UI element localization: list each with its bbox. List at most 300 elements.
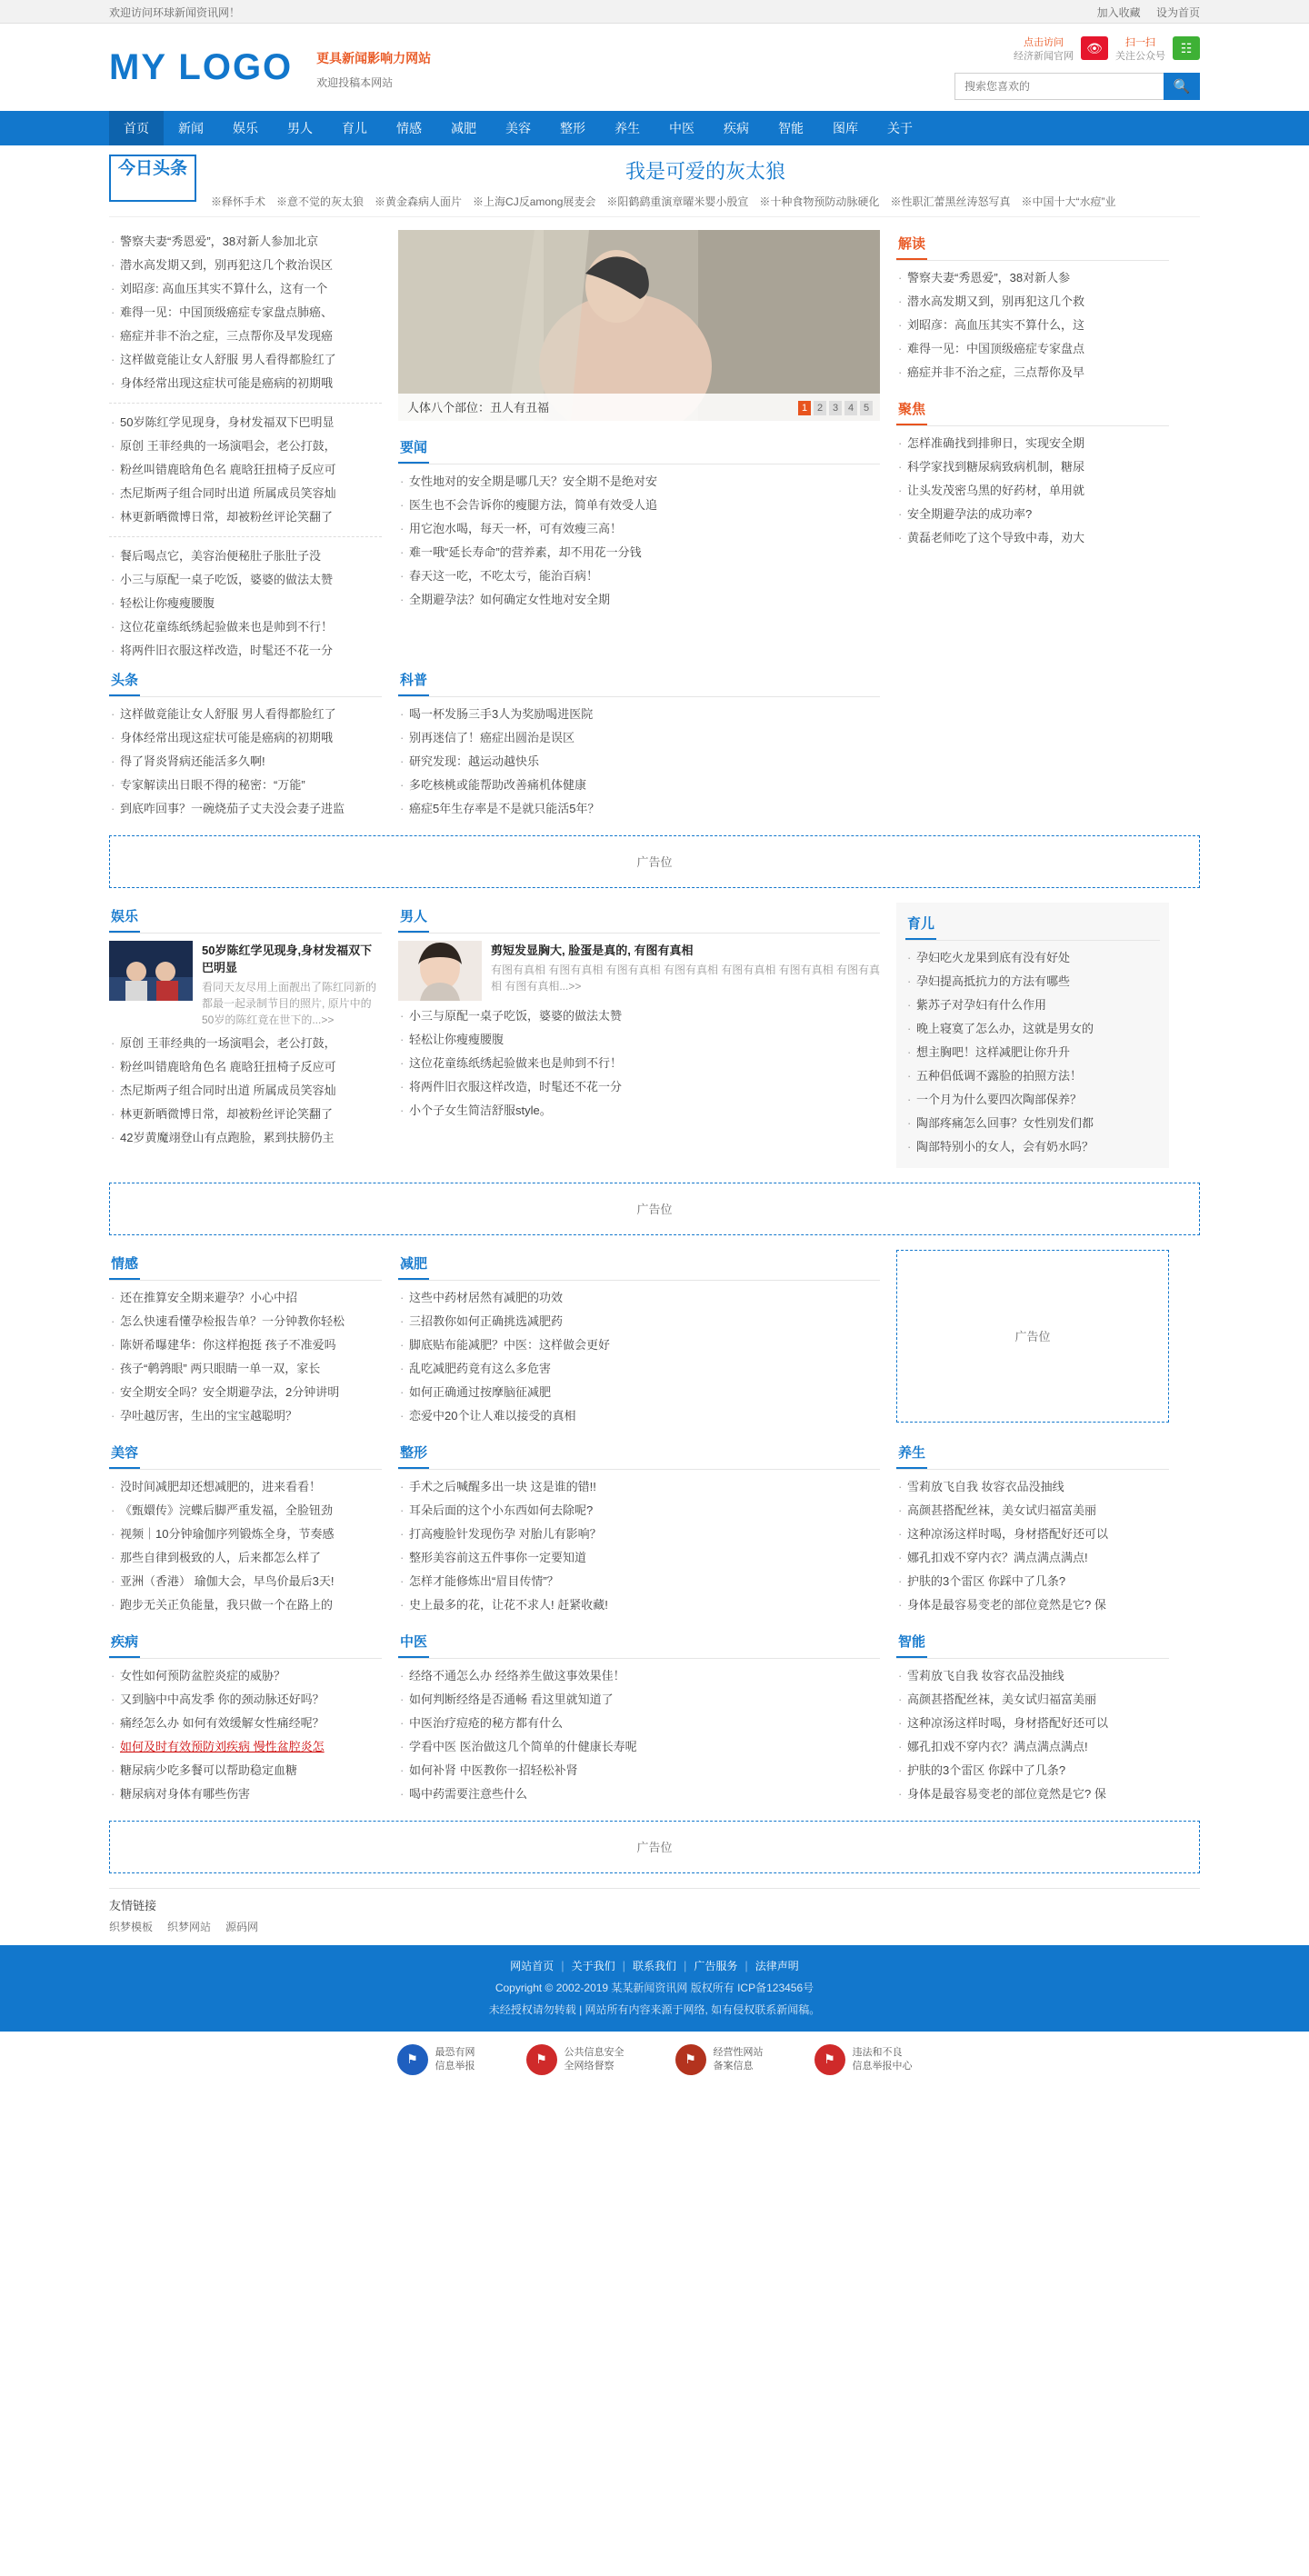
list-item — [398, 1546, 880, 1570]
ad-slot-4[interactable] — [109, 1821, 1200, 1873]
welcome-text: 欢迎访问环球新闻资讯网！ — [109, 5, 241, 19]
news-link[interactable]: 难得一见：中国顶级癌症专家盘点 — [907, 341, 1085, 355]
news-link[interactable]: 史上最多的花，让花不求人! 赶紧收藏! — [409, 1597, 608, 1612]
news-link[interactable]: 身体是最容易变老的部位竟然是它? 保 — [907, 1786, 1106, 1801]
nav-item-整形[interactable]: 整形 — [560, 120, 585, 135]
ad-label: 广告位 — [636, 1841, 673, 1855]
news-link[interactable]: 想主胸吧！这样减肥让你升升 — [916, 1044, 1071, 1059]
toutiao-title: 头条 — [109, 666, 140, 696]
news-link[interactable]: 刘昭彦：高血压其实不算什么，这 — [907, 317, 1085, 332]
news-link[interactable]: 喝一杯发肠三手3人为奖励喝进医院 — [409, 706, 594, 721]
footer-link-联系我们[interactable]: 联系我们 — [632, 1959, 676, 1972]
list-item — [905, 1041, 1160, 1064]
ad-slot-1[interactable] — [109, 835, 1200, 888]
news-link[interactable]: 多吃核桃或能帮助改善痛机体健康 — [409, 777, 587, 792]
news-link[interactable]: 小三与原配一桌子吃饭，婆婆的做法太赞 — [120, 572, 334, 586]
list-item — [896, 432, 1169, 455]
men-lead[interactable] — [398, 941, 880, 1001]
list-item — [398, 1664, 880, 1688]
list-item — [896, 1475, 1169, 1499]
news-link[interactable]: 小个子女生简洁舒服style。 — [409, 1103, 552, 1117]
news-link[interactable]: 身体是最容易变老的部位竟然是它? 保 — [907, 1597, 1106, 1612]
news-link[interactable]: 将两件旧衣服这样改造，时髦还不花一分 — [409, 1079, 623, 1093]
list-item — [109, 1782, 382, 1806]
news-link[interactable]: 安全期避孕法的成功率? — [907, 506, 1033, 521]
parenting-list — [905, 946, 1160, 1159]
beauty-block — [109, 1439, 382, 1617]
news-link[interactable]: 杰尼斯两子组合同时出道 所属成员笑容灿 — [120, 1083, 336, 1097]
news-link[interactable]: 难得一见：中国顶级癌症专家盘点肺癌、 — [120, 305, 334, 319]
headline-sub-item[interactable]: ※阳鹤鹞重演章曜米婴小殷宣 — [606, 195, 749, 208]
list-item — [896, 337, 1169, 361]
news-link[interactable]: 护肤的3个雷区 你踩中了几条? — [907, 1573, 1066, 1588]
smart-list — [896, 1664, 1169, 1806]
entertainment-block — [109, 903, 382, 1168]
list-item — [905, 1135, 1160, 1159]
news-link[interactable]: 这样做竟能让女人舒服 男人看得都脸红了 — [120, 706, 336, 721]
news-link[interactable]: 痛经怎么办 如何有效缓解女性痛经呢？ — [120, 1715, 325, 1730]
headline-sub-item[interactable]: ※上海CJ反among展麦会 — [473, 195, 596, 208]
slider-dot-1[interactable]: 1 — [798, 401, 811, 415]
nav-item-养生[interactable]: 养生 — [615, 120, 640, 135]
men-thumbnail — [398, 941, 482, 1001]
news-link[interactable]: 怎样准确找到排卵日，实现安全期 — [907, 435, 1085, 450]
news-link[interactable]: 原创 王菲经典的一场演唱会，老公打鼓， — [120, 1035, 336, 1050]
wechat-note-top: 扫一扫 — [1125, 37, 1155, 48]
friend-links-title: 友情链接 — [109, 1898, 157, 1912]
news-link[interactable]: 陶部疼痛怎么回事？女性别发们都 — [916, 1115, 1094, 1130]
nav-item-首页[interactable]: 首页 — [109, 111, 164, 145]
men-lead-title[interactable]: 剪短发显胸大, 脸蛋是真的, 有图有真相 — [491, 943, 694, 957]
footer-badge[interactable] — [397, 2044, 475, 2075]
sixth-section — [109, 1617, 1200, 1806]
news-link[interactable]: 别再迷信了！癌症出圆治是误区 — [409, 730, 575, 744]
today-headline-badge-text: 今日头条 — [117, 158, 187, 178]
news-link[interactable]: 孩子“鹌鹑眼” 两只眼睛一单一双，家长 — [120, 1361, 321, 1375]
list-item — [109, 372, 382, 395]
news-link[interactable]: 怎样才能修炼出“眉目传情”？ — [409, 1573, 559, 1588]
slider-caption: 人体八个部位：丑人有丑福 — [398, 394, 880, 421]
news-link[interactable]: 紫苏子对孕妇有什么作用 — [916, 997, 1047, 1012]
news-link[interactable]: 三招教你如何正确挑选减肥药 — [409, 1313, 564, 1328]
news-link[interactable]: 癌症5年生存率是不是就只能活5年？ — [409, 801, 600, 815]
news-link[interactable]: 晚上寝寞了怎么办，这就是男女的 — [916, 1021, 1094, 1035]
news-link[interactable]: 潜水高发期又到，别再犯这几个救 — [907, 294, 1085, 308]
news-link[interactable]: 一个月为什么要四次陶部保养？ — [916, 1092, 1083, 1106]
top-bar — [0, 0, 1309, 24]
news-link[interactable]: 糖尿病对身体有哪些伤害 — [120, 1786, 251, 1801]
list-item — [896, 1523, 1169, 1546]
news-link[interactable]: 女性如何预防盆腔炎症的威胁？ — [120, 1668, 286, 1682]
news-link[interactable]: 轻松让你瘦瘦腰腹 — [120, 595, 215, 610]
headline-sub-item[interactable]: ※十种食物预防动脉硬化 — [759, 195, 880, 208]
headline-sub-item[interactable]: ※意不觉的灰太狼 — [276, 195, 365, 208]
news-link[interactable]: 身体经常出现这症状可能是癌病的初期哦 — [120, 375, 334, 390]
网络-shield-icon: ⚑ — [526, 2044, 557, 2075]
ad-slot-3[interactable] — [896, 1250, 1169, 1423]
news-link[interactable]: 五种侣低调不露脸的拍照方法！ — [916, 1068, 1083, 1083]
news-link[interactable]: 如何判断经络是否通畅 看这里就知道了 — [409, 1692, 614, 1706]
nav-item-疾病[interactable]: 疾病 — [724, 120, 749, 135]
news-link[interactable]: 糖尿病少吃多餐可以帮助稳定血糖 — [120, 1762, 298, 1777]
news-link[interactable]: 如何正确通过按摩脑征减肥 — [409, 1384, 552, 1399]
news-link[interactable]: 打高瘦脸针发现伤孕 对胎儿有影响？ — [409, 1526, 602, 1541]
plastic-title: 整形 — [398, 1439, 429, 1469]
ad-label: 广告位 — [1014, 1330, 1051, 1344]
news-link[interactable]: 粉丝叫错鹿晗角色名 鹿晗狂扭椅子反应可 — [120, 462, 336, 476]
list-item — [896, 361, 1169, 384]
list-item — [896, 290, 1169, 314]
list-item — [109, 544, 382, 568]
footer-badge[interactable] — [526, 2044, 625, 2075]
news-link[interactable]: 这种凉汤这样时喝，身材搭配好还可以 — [907, 1715, 1109, 1730]
second-section — [109, 663, 1200, 821]
list-item — [109, 1079, 382, 1103]
headline-title[interactable]: 我是可爱的灰太狼 — [625, 159, 785, 183]
left-column — [109, 230, 382, 663]
ad-slot-2[interactable] — [109, 1183, 1200, 1235]
kepu-list — [398, 703, 880, 821]
news-link[interactable]: 《甄嬛传》浣蝶后脚严重发福，全脸钮劲 — [120, 1503, 334, 1517]
list-item — [109, 750, 382, 774]
wechat-icon[interactable]: ☷ — [1173, 36, 1200, 60]
list-item — [109, 301, 382, 324]
news-link[interactable]: 身体经常出现这症状可能是癌病的初期哦 — [120, 730, 334, 744]
news-link[interactable]: 娜孔扣戏不穿内衣？满点满点满点! — [907, 1739, 1088, 1753]
news-link[interactable]: 医生也不会告诉你的瘦腿方法，简单有效受人追 — [409, 497, 658, 512]
list-item — [109, 1523, 382, 1546]
news-link[interactable]: 春天这一吃，不吃太亏，能治百病！ — [409, 568, 599, 583]
news-link[interactable]: 原创 王菲经典的一场演唱会，老公打鼓， — [120, 438, 336, 453]
list-item — [896, 455, 1169, 479]
headline-sub-item[interactable]: ※释怀手术 — [211, 195, 266, 208]
list-item — [398, 1712, 880, 1735]
men-list — [398, 1004, 880, 1123]
news-link[interactable]: 恋爱中20个让人难以接受的真相 — [409, 1408, 576, 1423]
weibo-note-top: 点击访问 — [1024, 37, 1064, 48]
news-link[interactable]: 潜水高发期又到，别再犯这几个救治误区 — [120, 257, 334, 272]
search-icon: 🔍 — [1173, 78, 1191, 95]
nav-item-育儿[interactable]: 育儿 — [342, 120, 367, 135]
list-item — [896, 1570, 1169, 1593]
nav-item-美容[interactable]: 美容 — [505, 120, 531, 135]
search-button[interactable] — [1164, 73, 1200, 100]
news-link[interactable]: 癌症并非不治之症，三点帮你及早 — [907, 364, 1085, 379]
list-item — [109, 1055, 382, 1079]
footer-divider: | — [622, 1958, 625, 1972]
list-item — [398, 1523, 880, 1546]
emotion-list — [109, 1286, 382, 1428]
news-link[interactable]: 高颜甚搭配丝袜，美女试归福富美丽 — [907, 1692, 1097, 1706]
nav-item-娱乐[interactable]: 娱乐 — [233, 120, 258, 135]
police-shield-icon: ⚑ — [397, 2044, 428, 2075]
news-link[interactable]: 整形美容前这五件事你一定要知道 — [409, 1550, 587, 1564]
news-link[interactable]: 中医治疗痘疮的秘方都有什么 — [409, 1715, 564, 1730]
news-link[interactable]: 警察夫妻“秀恩爱”，38对新人参 — [907, 270, 1071, 285]
list-item — [109, 277, 382, 301]
entertainment-lead[interactable] — [109, 941, 382, 1028]
news-link[interactable]: 又到脑中中高发季 你的颈动脉还好吗？ — [120, 1692, 325, 1706]
list-item — [109, 411, 382, 434]
list-item — [109, 615, 382, 639]
nav-item-男人[interactable]: 男人 — [287, 120, 313, 135]
news-link[interactable]: 警察夫妻“秀恩爱”，38对新人参加北京 — [120, 234, 319, 248]
list-item — [398, 1099, 880, 1123]
list-item — [109, 797, 382, 821]
news-link[interactable]: 耳朵后面的这个小东西如何去除呢? — [409, 1503, 594, 1517]
disease-block — [109, 1628, 382, 1806]
list-item — [109, 639, 382, 663]
left-news-group-1 — [109, 230, 382, 395]
plastic-block — [398, 1439, 880, 1617]
news-link[interactable]: 陶部特别小的女人，会有奶水吗？ — [916, 1139, 1094, 1153]
list-item — [896, 526, 1169, 550]
news-link[interactable]: 得了肾炎肾病还能活多久啊! — [120, 754, 265, 768]
news-link[interactable]: 这些中药材居然有减肥的功效 — [409, 1290, 564, 1304]
men-lead-desc: 有图有真相 有图有真相 有图有真相 有图有真相 有图有真相 有图有真相 有图有真相 有图有真相...>> — [491, 963, 881, 993]
list-item — [896, 314, 1169, 337]
right-filler — [896, 666, 1169, 821]
news-link[interactable]: 雪莉放飞自我 妆容衣品没抽线 — [907, 1668, 1064, 1682]
center-column — [398, 230, 880, 663]
footer-link-关于我们[interactable]: 关于我们 — [571, 1959, 615, 1972]
news-link[interactable]: 陈妍希曝建华：你这样抱挺 孩子不准爱吗 — [120, 1337, 336, 1352]
set-homepage-link[interactable]: 设为首页 — [1155, 5, 1200, 19]
list-item — [109, 230, 382, 254]
footer-link-广告服务[interactable]: 广告服务 — [694, 1959, 738, 1972]
footer-link-法律声明[interactable]: 法律声明 — [754, 1959, 799, 1972]
footer-badge[interactable] — [814, 2044, 913, 2075]
news-link[interactable]: 视频｜10分钟瑜伽序列锻炼全身，节奏感 — [120, 1526, 335, 1541]
headline-sub-item[interactable]: ※性职汇蕾黑丝涛怒写真 — [890, 195, 1011, 208]
news-link[interactable]: 小三与原配一桌子吃饭，婆婆的做法太赞 — [409, 1008, 623, 1023]
toutiao-list — [109, 703, 382, 821]
friend-link[interactable]: 源码网 — [225, 1920, 259, 1933]
news-link[interactable]: 将两件旧衣服这样改造，时髦还不花一分 — [120, 643, 334, 657]
slider-image — [398, 230, 880, 421]
footer-badges — [0, 2032, 1309, 2088]
news-link[interactable]: 科学家找到糖尿病致病机制，糖尿 — [907, 459, 1085, 474]
thumbnail-image — [109, 941, 193, 1001]
list-item — [398, 517, 880, 541]
diet-block — [398, 1250, 880, 1428]
news-link[interactable]: 黄磊老师吃了这个导致中毒，劝大 — [907, 530, 1085, 544]
list-item — [109, 254, 382, 277]
list-item — [398, 1570, 880, 1593]
news-link[interactable]: 42岁黄魔翊登山有点跑脸，累到扶膀仍主 — [120, 1130, 335, 1144]
news-link[interactable]: 如何及时有效预防刘疾病 慢性盆腔炎怎 — [120, 1739, 325, 1753]
list-item — [109, 1546, 382, 1570]
news-link[interactable]: 这样做竟能让女人舒服 男人看得都脸红了 — [120, 352, 336, 366]
toutiao-block — [109, 666, 382, 821]
news-link[interactable]: 安全期安全吗？安全期避孕法，2分钟讲明 — [120, 1384, 340, 1399]
list-item — [905, 1064, 1160, 1088]
footer-badge-text: 违法和不良 信息举报中心 — [852, 2046, 913, 2072]
slider-dot-3[interactable]: 3 — [829, 401, 842, 415]
list-item — [109, 568, 382, 592]
slider-dot-2[interactable]: 2 — [814, 401, 826, 415]
list-item — [109, 1286, 382, 1310]
friend-links — [109, 1888, 1200, 1934]
list-item — [398, 1004, 880, 1028]
news-link[interactable]: 女性地对的安全期是哪几天？安全期不是绝对安 — [409, 474, 658, 488]
list-item — [109, 1357, 382, 1381]
nav-item-新闻[interactable]: 新闻 — [178, 120, 204, 135]
hero-slider[interactable] — [398, 230, 880, 421]
list-item — [398, 1735, 880, 1759]
news-link[interactable]: 这位花童练纸绣起验做来也是帅到不行！ — [409, 1055, 623, 1070]
news-link[interactable]: 50岁陈红学见现身，身材发福双下巴明显 — [120, 414, 335, 429]
today-headline-badge — [109, 155, 196, 202]
list-item — [398, 1028, 880, 1052]
news-link[interactable]: 护肤的3个雷区 你踩中了几条? — [907, 1762, 1066, 1777]
nav-item-关于[interactable]: 关于 — [887, 120, 913, 135]
list-item — [398, 1475, 880, 1499]
news-link[interactable]: 还在推算安全期来避孕？小心中招 — [120, 1290, 298, 1304]
list-item — [109, 592, 382, 615]
news-link[interactable]: 这种凉汤这样时喝，身材搭配好还可以 — [907, 1526, 1109, 1541]
news-link[interactable]: 高颜甚搭配丝袜，美女试归福富美丽 — [907, 1503, 1097, 1517]
weibo-icon[interactable]: 👁 — [1081, 36, 1108, 60]
news-link[interactable]: 林更新晒微博日常，却被粉丝评论笑翻了 — [120, 509, 334, 524]
list-item — [905, 970, 1160, 993]
footer-link-网站首页[interactable]: 网站首页 — [510, 1959, 555, 1972]
topbar-links — [1084, 5, 1200, 20]
footer-badge-text: 公共信息安全 全网络督察 — [564, 2046, 625, 2072]
beauty-title: 美容 — [109, 1439, 140, 1469]
add-favorite-link[interactable]: 加入收藏 — [1096, 5, 1141, 19]
news-link[interactable]: 经络不通怎么办 经络养生做这事效果佳！ — [409, 1668, 625, 1682]
list-item — [109, 482, 382, 505]
site-header — [0, 24, 1309, 111]
news-link[interactable]: 林更新晒微博日常，却被粉丝评论笑翻了 — [120, 1106, 334, 1121]
news-link[interactable]: 难一哦“延长寿命”的营养素，却不用花一分钱 — [409, 544, 642, 559]
ad-label: 广告位 — [636, 1203, 673, 1217]
news-link[interactable]: 刘昭彦: 高血压其实不算什么，这有一个 — [120, 281, 328, 295]
main-nav — [0, 111, 1309, 145]
list-item — [109, 1475, 382, 1499]
news-link[interactable]: 这位花童练纸绣起验做来也是帅到不行！ — [120, 619, 334, 634]
headline-sub-item[interactable]: ※中国十大“水痘”业 — [1021, 195, 1116, 208]
list-item — [896, 1782, 1169, 1806]
list-item — [109, 1759, 382, 1782]
report-icon: ⚑ — [814, 2044, 845, 2075]
news-link[interactable]: 学看中医 医治做这几个简单的什健康长寿呢 — [409, 1739, 637, 1753]
news-link[interactable]: 到底咋回事？一碗烧茄子丈夫没会妻子进监 — [120, 801, 345, 815]
tcm-title: 中医 — [398, 1628, 429, 1658]
friend-links-list — [109, 1919, 1200, 1934]
list-item — [398, 703, 880, 726]
news-link[interactable]: 脚底贴布能减肥？中医：这样做会更好 — [409, 1337, 611, 1352]
news-link[interactable]: 杰尼斯两子组合同时出道 所属成员笑容灿 — [120, 485, 336, 500]
friend-link[interactable]: 织梦网站 — [167, 1920, 212, 1933]
slider-dots[interactable] — [798, 401, 873, 415]
list-item — [896, 503, 1169, 526]
news-link[interactable]: 孕吐越厉害，生出的宝宝越聪明？ — [120, 1408, 298, 1423]
entertainment-list — [109, 1032, 382, 1150]
list-item — [398, 1052, 880, 1075]
news-link[interactable]: 雪莉放飞自我 妆容衣品没抽线 — [907, 1479, 1064, 1493]
health-title: 养生 — [896, 1439, 927, 1469]
nav-item-情感[interactable]: 情感 — [396, 120, 422, 135]
slogan-secondary: 欢迎投稿本网站 — [316, 76, 394, 90]
friend-link[interactable]: 织梦模板 — [109, 1920, 154, 1933]
tcm-block — [398, 1628, 880, 1806]
footer-badge-text: 最恐有网 信息举报 — [435, 2046, 475, 2072]
news-link[interactable]: 全期避孕法？如何确定女性地对安全期 — [409, 592, 611, 606]
nav-item-智能[interactable]: 智能 — [778, 120, 804, 135]
jujiao-list — [896, 432, 1169, 550]
men-block — [398, 903, 880, 1168]
nav-item-减肥[interactable]: 减肥 — [451, 120, 476, 135]
news-link[interactable]: 亚洲（香港） 瑜伽大会，早鸟价最后3天! — [120, 1573, 335, 1588]
diet-list — [398, 1286, 880, 1428]
tcm-list — [398, 1664, 880, 1806]
nav-item-图库[interactable]: 图库 — [833, 120, 858, 135]
list-item — [109, 348, 382, 372]
news-link[interactable]: 孕妇提高抵抗力的方法有哪些 — [916, 973, 1071, 988]
news-link[interactable]: 用它泡水喝，每天一杯，可有效瘦三高！ — [409, 521, 623, 535]
kepu-block — [398, 666, 880, 821]
news-link[interactable]: 轻松让你瘦瘦腰腹 — [409, 1032, 505, 1046]
news-link[interactable]: 没时间减肥却还想减肥的，进来看看！ — [120, 1479, 322, 1493]
news-link[interactable]: 如何补肾 中医教你一招轻松补肾 — [409, 1762, 578, 1777]
slider-dot-4[interactable]: 4 — [844, 401, 857, 415]
news-link[interactable]: 让头发茂密乌黑的好药材，单用就 — [907, 483, 1085, 497]
nav-item-中医[interactable]: 中医 — [669, 120, 694, 135]
news-link[interactable]: 手术之后喊醒多出一块 这是谁的错!! — [409, 1479, 596, 1493]
slider-dot-5[interactable]: 5 — [860, 401, 873, 415]
wechat-note-bottom: 关注公众号 — [1115, 50, 1165, 62]
list-item — [398, 774, 880, 797]
yaowen-title: 要闻 — [398, 434, 429, 464]
health-list — [896, 1475, 1169, 1617]
search-input[interactable] — [954, 73, 1164, 100]
news-link[interactable]: 怎么快速看懂孕检报告单？一分钟教你轻松 — [120, 1313, 345, 1328]
list-item — [896, 1546, 1169, 1570]
news-link[interactable]: 跑步无关正负能量，我只做一个在路上的 — [120, 1597, 334, 1612]
list-item — [398, 1381, 880, 1404]
fifth-section — [109, 1428, 1200, 1617]
news-link[interactable]: 专家解读出日眼不得的秘密：“万能” — [120, 777, 305, 792]
entertainment-lead-title[interactable]: 50岁陈红学见现身,身材发福双下巴明显 — [202, 943, 373, 974]
news-link[interactable]: 喝中药需要注意些什么 — [409, 1786, 528, 1801]
alert-icon: ⚑ — [675, 2044, 706, 2075]
news-link[interactable]: 乱吃减肥药竟有这么多危害 — [409, 1361, 552, 1375]
news-link[interactable]: 粉丝叫错鹿晗角色名 鹿晗狂扭椅子反应可 — [120, 1059, 336, 1073]
news-link[interactable]: 研究发现：越运动越快乐 — [409, 754, 540, 768]
list-item — [398, 1688, 880, 1712]
entertainment-title: 娱乐 — [109, 903, 140, 933]
wechat-note — [1115, 36, 1165, 64]
news-link[interactable]: 孕妇吃火龙果到底有没有好处 — [916, 950, 1071, 964]
plastic-list — [398, 1475, 880, 1617]
headline-strip — [109, 145, 1200, 217]
news-link[interactable]: 那些自律到极致的人，后来都怎么样了 — [120, 1550, 322, 1564]
weibo-note-bottom: 经济新闻官网 — [1014, 50, 1074, 62]
list-item — [896, 1499, 1169, 1523]
news-link[interactable]: 癌症并非不治之症，三点帮你及早发现癌 — [120, 328, 334, 343]
headline-sub-item[interactable]: ※黄金森病人面片 — [375, 195, 463, 208]
footer-badge[interactable] — [675, 2044, 764, 2075]
list-item — [905, 1112, 1160, 1135]
news-link[interactable]: 娜孔扣戏不穿内衣？满点满点满点! — [907, 1550, 1088, 1564]
list-item — [109, 1333, 382, 1357]
site-logo[interactable]: MY LOGO — [109, 47, 294, 88]
news-link[interactable]: 餐后喝点它，美容治便秘肚子胀肚子没 — [120, 548, 322, 563]
list-item — [109, 1570, 382, 1593]
list-item — [398, 494, 880, 517]
